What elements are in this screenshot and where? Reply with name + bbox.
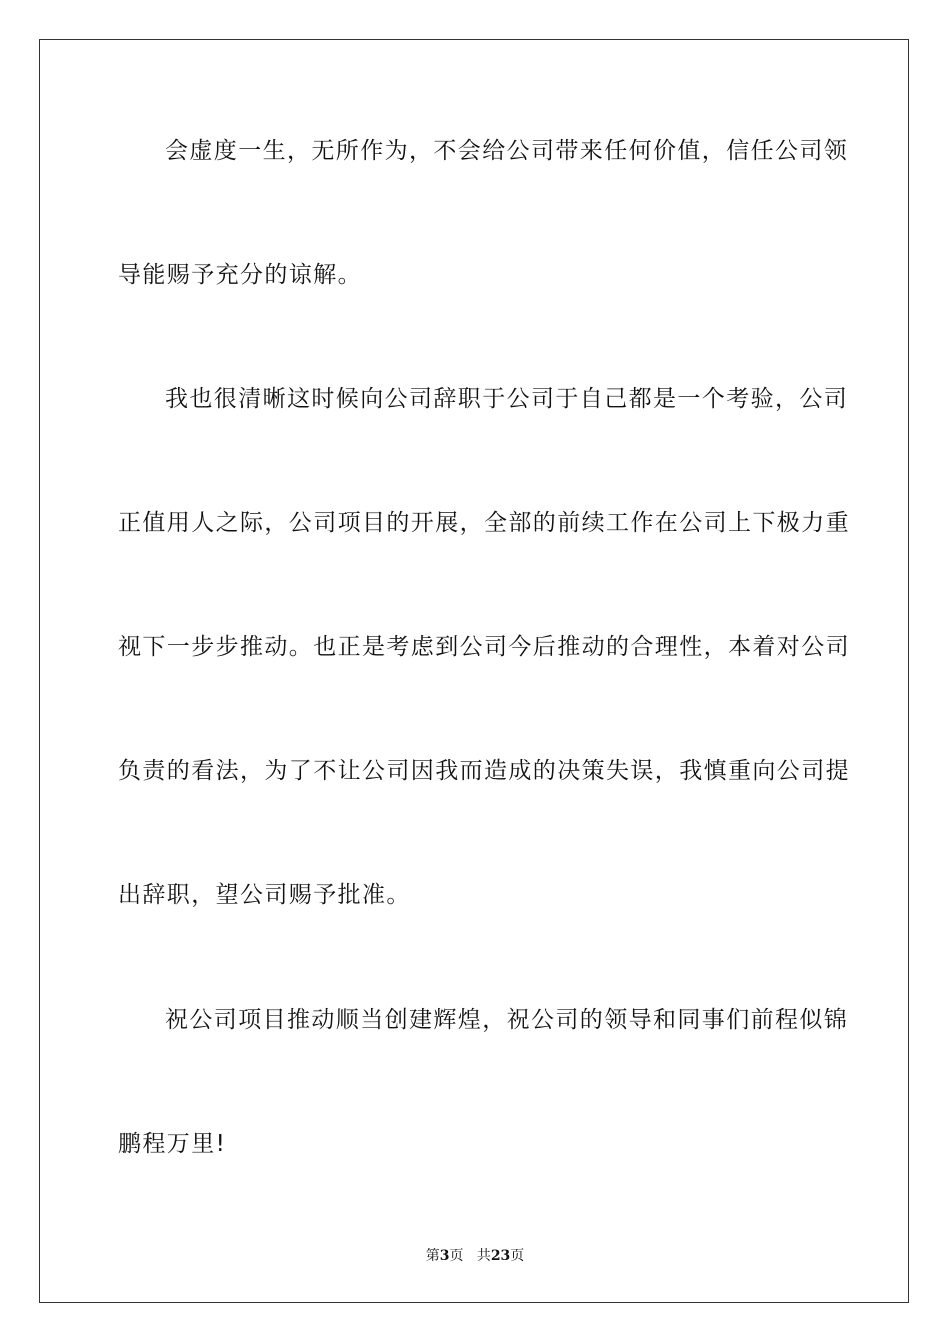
paragraph-line: 鹏程万里! <box>118 1131 227 1157</box>
paragraph-line: 会虚度一生，无所作为，不会给公司带来任何价值，信任公司领 <box>165 138 849 164</box>
paragraph-line: 正值用人之际，公司项目的开展，全部的前续工作在公司上下极力重 <box>118 510 850 536</box>
page-border <box>39 39 909 1303</box>
paragraph-line: 我也很清晰这时候向公司辞职于公司于自己都是一个考验，公司 <box>165 386 849 412</box>
total-label-suffix: 页 <box>510 1248 525 1264</box>
paragraph-line: 出辞职，望公司赐予批准。 <box>118 882 411 908</box>
page-number: 3 <box>439 1248 450 1264</box>
page-label-suffix: 页 <box>449 1248 464 1264</box>
paragraph-line: 导能赐予充分的谅解。 <box>118 262 362 288</box>
page-footer <box>0 1247 950 1265</box>
page-label-prefix: 第 <box>425 1248 440 1264</box>
total-label-prefix: 共 <box>476 1248 491 1264</box>
total-pages: 23 <box>490 1248 511 1264</box>
paragraph-line: 负责的看法，为了不让公司因我而造成的决策失误，我慎重向公司提 <box>118 758 850 784</box>
paragraph-line: 视下一步步推动。也正是考虑到公司今后推动的合理性，本着对公司 <box>118 634 850 660</box>
paragraph-line: 祝公司项目推动顺当创建辉煌，祝公司的领导和同事们前程似锦 <box>165 1007 849 1033</box>
